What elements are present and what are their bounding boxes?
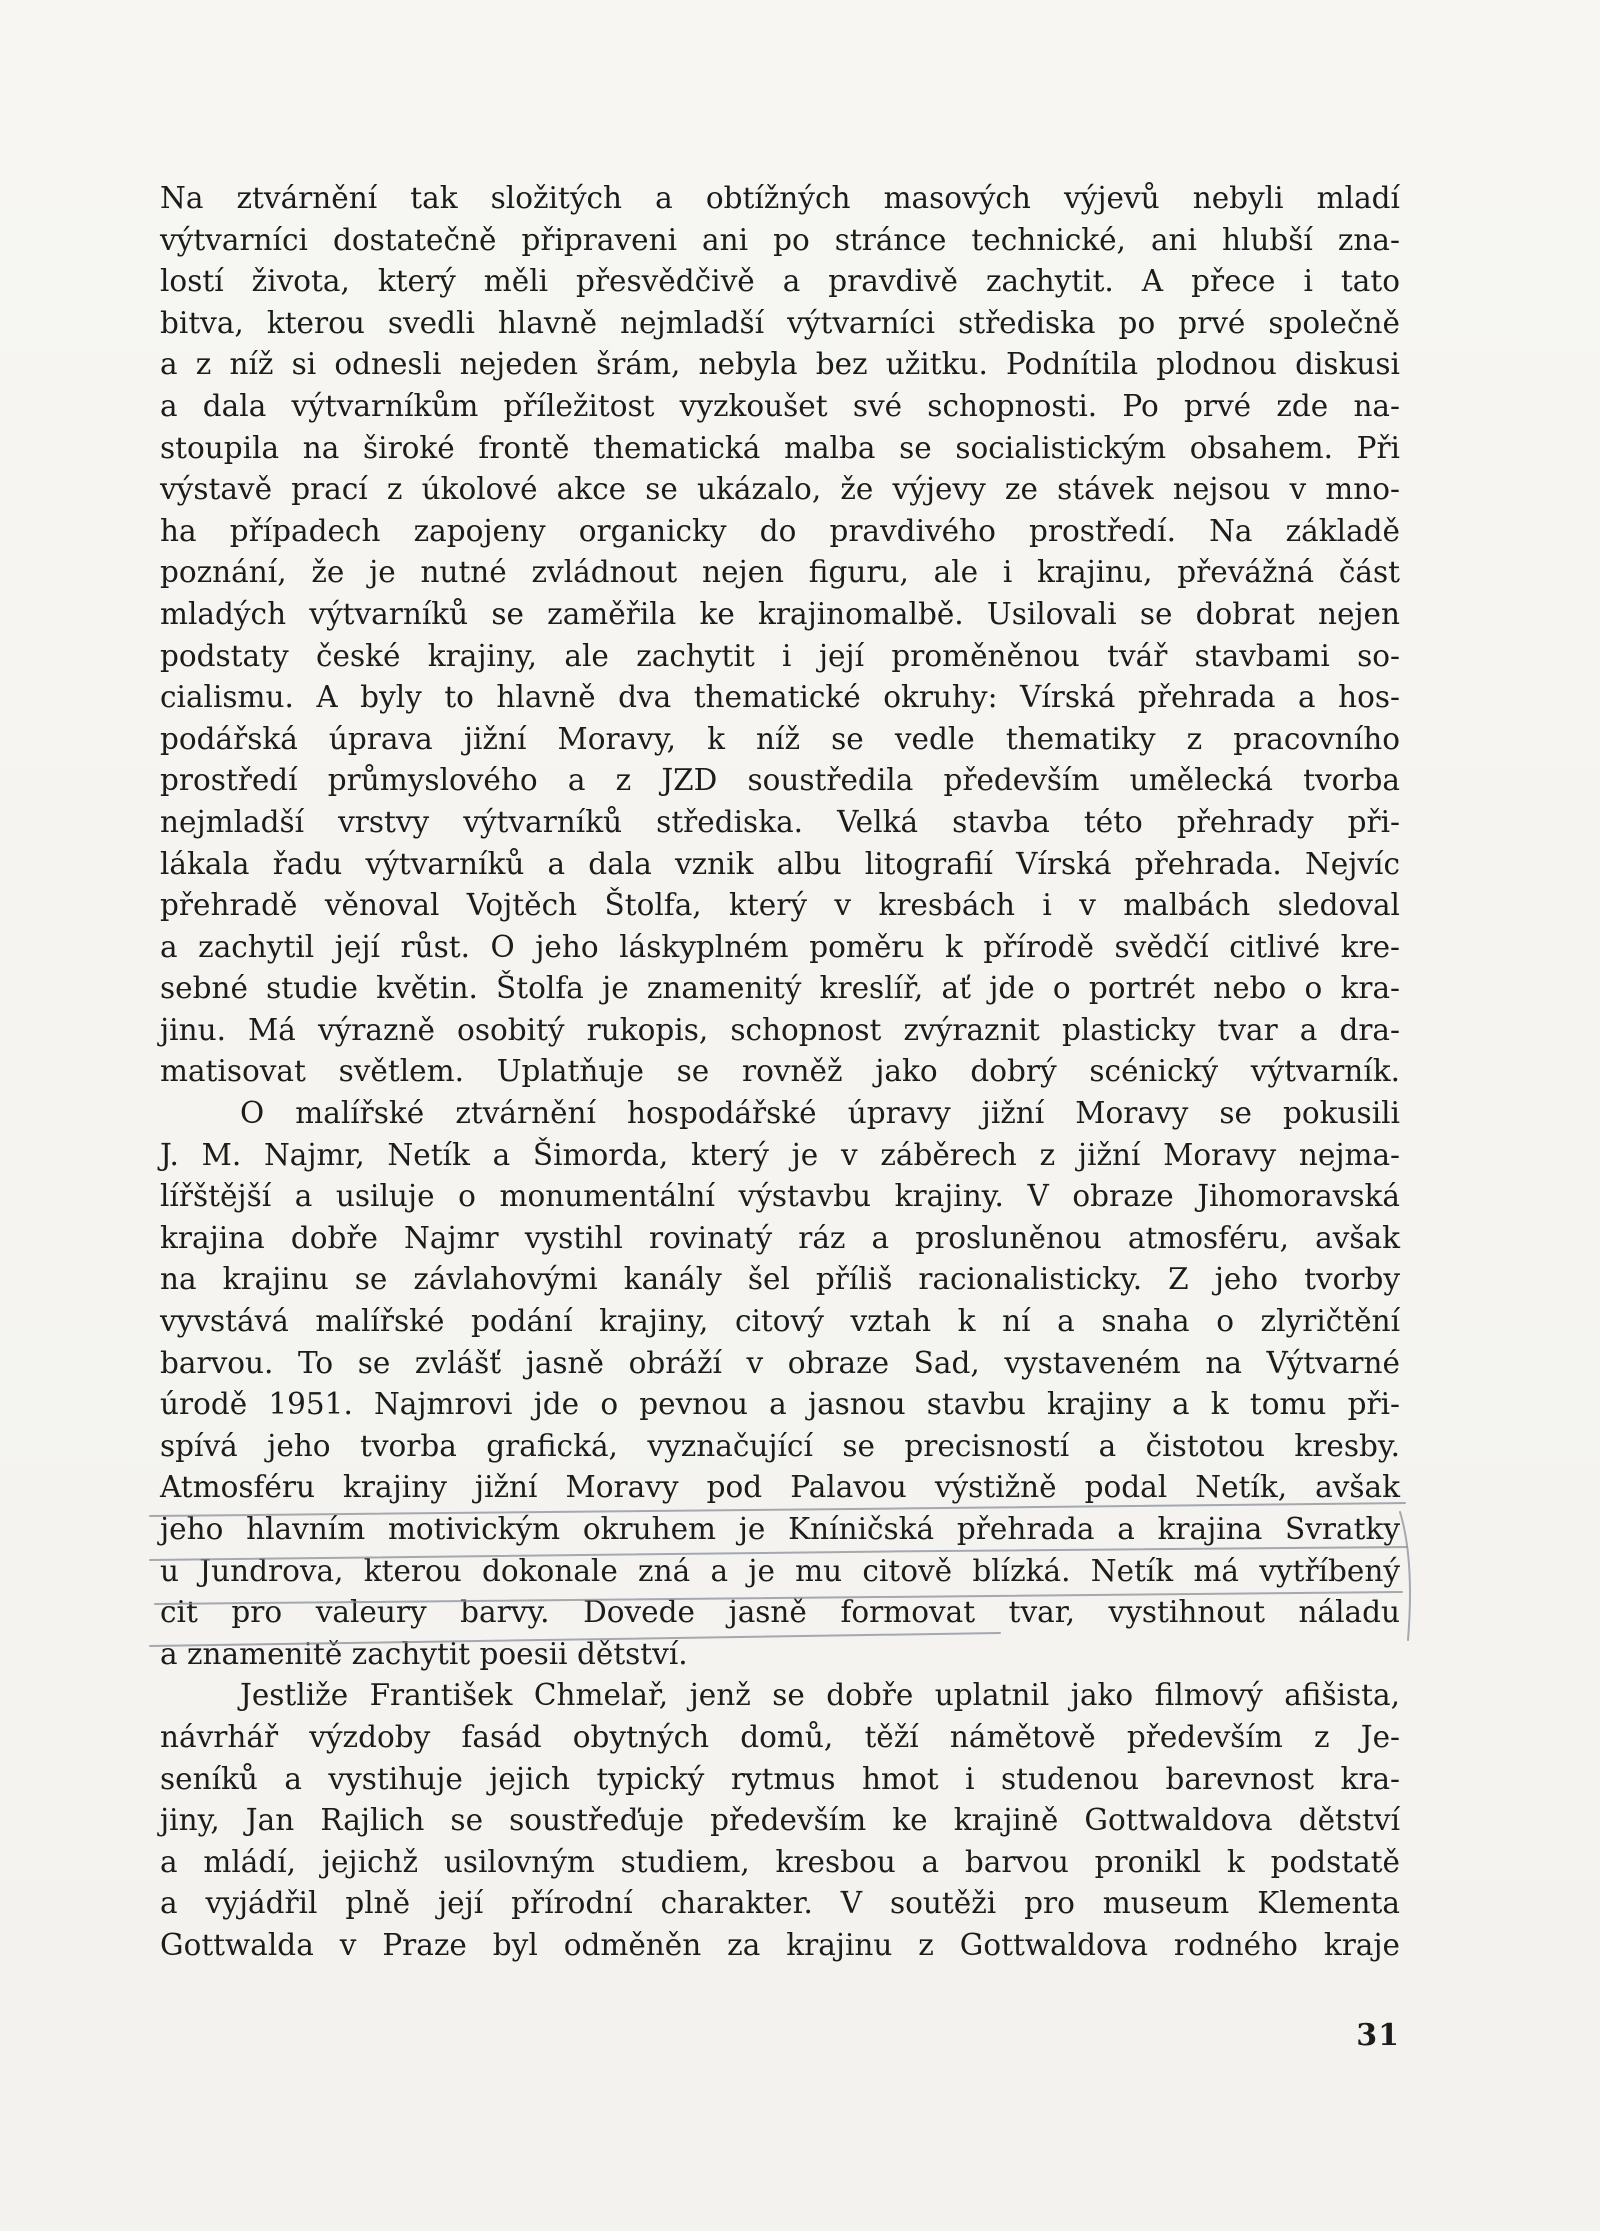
text-line: podstaty české krajiny, ale zachytit i její proměněnou tvář stavbami so- [160, 638, 1400, 673]
text-line: prostředí průmyslového a z JZD soustředila především umělecká tvorba [160, 763, 1400, 798]
text-line: výstavě prací z úkolové akce se ukázalo, že výjevy ze stávek nejsou v mno- [160, 472, 1400, 507]
text-line: návrhář výzdoby fasád obytných domů, těží námětově především z Je- [160, 1719, 1400, 1754]
text-line: barvou. To se zvlášť jasně obráží v obraze Sad, vystaveném na Výtvarné [160, 1345, 1400, 1380]
text-line: jinu. Má výrazně osobitý rukopis, schopnost zvýraznit plasticky tvar a dra- [160, 1012, 1400, 1047]
text-line: a vyjádřil plně její přírodní charakter. V soutěži pro museum Klementa [160, 1886, 1400, 1921]
body-text [160, 178, 1400, 1967]
text-line: J. M. Najmr, Netík a Šimorda, který je v záběrech z jižní Moravy nejma- [160, 1137, 1400, 1172]
text-line: Gottwalda v Praze byl odměněn za krajinu z Gottwaldova rodného kraje [160, 1927, 1400, 1962]
text-line: a zachytil její růst. O jeho láskyplném poměru k přírodě svědčí citlivé kre- [160, 929, 1400, 964]
text-line: matisovat světlem. Uplatňuje se rovněž jako dobrý scénický výtvarník. [160, 1054, 1400, 1089]
text-line: Atmosféru krajiny jižní Moravy pod Palavou výstižně podal Netík, avšak [160, 1470, 1400, 1505]
text-line: O malířské ztvárnění hospodářské úpravy jižní Moravy se pokusili [240, 1096, 1400, 1131]
text-line: seníků a vystihuje jejich typický rytmus hmot i studenou barevnost kra- [160, 1761, 1400, 1796]
text-line: úrodě 1951. Najmrovi jde o pevnou a jasnou stavbu krajiny a k tomu při- [160, 1387, 1400, 1422]
text-line: Jestliže František Chmelař, jenž se dobře uplatnil jako filmový afišista, [240, 1678, 1400, 1713]
text-line: a mládí, jejichž usilovným studiem, kresbou a barvou pronikl k podstatě [160, 1844, 1400, 1879]
text-line: a z níž si odnesli nejeden šrám, nebyla bez užitku. Podnítila plodnou diskusi [160, 347, 1400, 382]
text-line: cit pro valeury barvy. Dovede jasně formovat tvar, vystihnout náladu [160, 1595, 1400, 1630]
text-line: podářská úprava jižní Moravy, k níž se vedle thematiky z pracovního [160, 721, 1400, 756]
text-line: lířštější a usiluje o monumentální výstavbu krajiny. V obraze Jihomoravská [160, 1179, 1400, 1214]
text-line: výtvarníci dostatečně připraveni ani po stránce technické, ani hlubší zna- [160, 222, 1400, 257]
text-line: cialismu. A byly to hlavně dva thematické okruhy: Vírská přehrada a hos- [160, 680, 1400, 715]
text-line: přehradě věnoval Vojtěch Štolfa, který v kresbách i v malbách sledoval [160, 888, 1400, 923]
text-line: mladých výtvarníků se zaměřila ke krajinomalbě. Usilovali se dobrat nejen [160, 596, 1400, 631]
text-line: vyvstává malířské podání krajiny, citový vztah k ní a snaha o zlyričtění [160, 1304, 1400, 1339]
text-line: spívá jeho tvorba grafická, vyznačující se precisností a čistotou kresby. [160, 1428, 1400, 1463]
text-line: bitva, kterou svedli hlavně nejmladší výtvarníci střediska po prvé společně [160, 305, 1400, 340]
text-line: jiny, Jan Rajlich se soustřeďuje především ke krajině Gottwaldova dětství [160, 1803, 1400, 1838]
text-line: poznání, že je nutné zvládnout nejen figuru, ale i krajinu, převážná část [160, 555, 1400, 590]
text-line: stoupila na široké frontě thematická malba se socialistickým obsahem. Při [160, 430, 1400, 465]
text-line: na krajinu se závlahovými kanály šel příliš racionalisticky. Z jeho tvorby [160, 1262, 1400, 1297]
text-line: lákala řadu výtvarníků a dala vznik albu litografií Vírská přehrada. Nejvíc [160, 846, 1400, 881]
text-line: nejmladší vrstvy výtvarníků střediska. Velká stavba této přehrady při- [160, 804, 1400, 839]
text-line: ha případech zapojeny organicky do pravdivého prostředí. Na základě [160, 513, 1400, 548]
page-number: 31 [1356, 2018, 1400, 2053]
text-line: sebné studie květin. Štolfa je znamenitý kreslíř, ať jde o portrét nebo o kra- [160, 971, 1400, 1006]
text-line: lostí života, který měli přesvědčivě a pravdivě zachytit. A přece i tato [160, 264, 1400, 299]
text-line: krajina dobře Najmr vystihl rovinatý ráz a prosluněnou atmosféru, avšak [160, 1220, 1400, 1255]
text-line: Na ztvárnění tak složitých a obtížných masových výjevů nebyli mladí [160, 181, 1400, 215]
text-line: jeho hlavním motivickým okruhem je Kníničská přehrada a krajina Svratky [160, 1512, 1400, 1546]
text-line: u Jundrova, kterou dokonale zná a je mu citově blízká. Netík má vytříbený [160, 1553, 1400, 1588]
text-line: a dala výtvarníkům příležitost vyzkoušet své schopnosti. Po prvé zde na- [160, 388, 1400, 423]
text-line: a znamenitě zachytit poesii dětství. [160, 1636, 688, 1671]
